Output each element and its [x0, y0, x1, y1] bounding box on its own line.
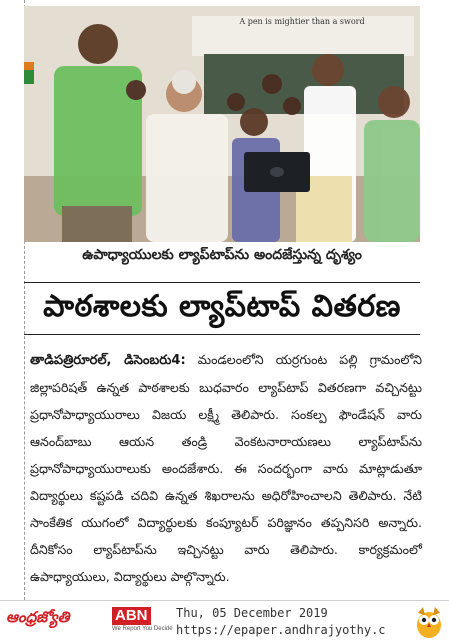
article-body: [30, 346, 422, 590]
headline-rule-bottom: [24, 334, 420, 335]
abn-tagline: We Report You Decide: [112, 626, 173, 632]
laptop: [244, 152, 310, 192]
article-text: మండలంలోని యర్రగుంట పల్లి గ్రామంలోని జిల్లాపరిషత్ ఉన్నత పాఠశాలకు బుధవారం ల్యాప్‌టాప్ వితరణగా వచ్చినట్టు ప్రధానోపాధ్యాయురాలు విజయ లక్ష్మీ తెలిపారు. సంకల్ప ఫౌండేషన్ వారు ఆనంద్‌బాబు ఆయన తండ్రి వెంకటనారాయణలు ల్యాప్‌టాప్‌ను ప్రధానోపాధ్యాయురాలుకు అందజేశారు. ఈ సందర్భంగా వారు మాట్లాడుతూ విద్యార్థులు కష్టపడి చదివి ఉన్నత శిఖరాలను అధిరోహించాలని తెలిపారు. నేటి సాంకేతిక యుగంలో విద్యార్థులకు కంప్యూటర్ పరిజ్ఞానం తప్పనిసరి అన్నారు. దీనికోసం ల్యాప్‌టాప్‌ను ఇచ్చినట్టు వారు తెలిపారు. కార్యక్రమంలో ఉపాధ్యాయులు, విద్యార్థులు పాల్గొన్నారు.: [30, 352, 422, 584]
abn-logo[interactable]: ABN: [112, 607, 151, 625]
headline: పాఠశాలకు ల్యాప్‌టాప్ వితరణ: [43, 289, 401, 324]
photo-caption: ఉపాధ్యాయులకు ల్యాప్‌టాప్‌ను అందజేస్తున్న దృశ్యం: [82, 247, 362, 263]
news-photo: [24, 6, 420, 242]
dateline: తాడిపత్రిరూరల్, డిసెంబరు4:: [30, 353, 186, 368]
brand-logo[interactable]: ఆంధ్రజ్యోతి: [6, 608, 70, 626]
epaper-url[interactable]: https://epaper.andhrajyothy.c: [176, 623, 386, 637]
edition-date: Thu, 05 December 2019: [176, 606, 328, 620]
epaper-footer: [0, 600, 449, 643]
owl-mascot-icon: [414, 605, 444, 643]
blackboard-slogan: A pen is mightier than a sword: [239, 17, 365, 26]
headline-rule-top: [24, 282, 420, 283]
